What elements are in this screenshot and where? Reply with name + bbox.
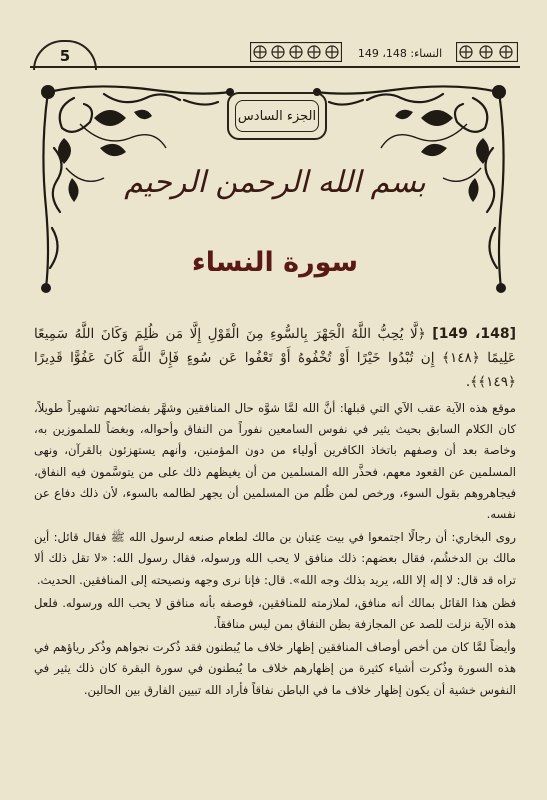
page-header [30, 38, 520, 70]
commentary-paragraph-3: فظن هذا القائل بمالك أنه منافق، لملازمته للمنافقين، فوصفه بأنه منافق لا يحب الله ورسوله. فلعل هذه الآية نزلت للصد عن المجازفة بظن النفاق بمن ليس منافقاً. [34, 595, 516, 632]
page-number: 5 [33, 40, 97, 70]
header-rule [30, 66, 520, 68]
header-ornament-right [456, 42, 518, 62]
verse-text: ﴿لَّا يُحِبُّ اللَّهُ الْجَهْرَ بِالسُّوءِ مِنَ الْقَوْلِ إِلَّا مَن ظُلِمَ وَكَانَ اللَّهُ سَمِيعًا عَلِيمًا ﴿١٤٨﴾ إِن تُبْدُوا خَيْرًا أَوْ تُخْفُوهُ أَوْ تَعْفُوا عَن سُوءٍ فَإِنَّ اللَّهَ كَانَ عَفُوًّا قَدِيرًا ﴿١٤٩﴾﴾. [34, 326, 516, 390]
running-title: النساء: 148، 149 [357, 46, 443, 60]
verse-block [34, 322, 516, 394]
juz-label: الجزء السادس [235, 100, 319, 132]
commentary-paragraph-1: موقع هذه الآية عقب الآي التي قبلها: أنَّ الله لمَّا شوَّه حال المنافقين وشهَّر بفضائحهم تشهيراً طويلاً، كان الكلام السابق بحيث يثير في نفوس السامعين نفوراً من النفاق وأحواله، وبغضاً للملموزين به، وخاصة بعد أن وصفهم باتخاذ الكافرين أولياء من دون المؤمنين، وأنهم يستهزئون بالقرآن، ونهى المسلمين عن القعود معهم، فحذَّر الله المسلمين من أن يغيظهم ذلك على من يتوسَّمون فيه النفاق، فيجاهروهم بقول السوء، ورخص لمن ظُلم من المسلمين أن يجهر لظالمه بالسوء، لأن ذلك دفاع عن نفسه. [34, 401, 516, 522]
surah-title: سورة النساء [191, 246, 359, 278]
commentary-paragraph-4: وأيضاً لمَّا كان من أخص أوصاف المنافقين إظهار خلاف ما يُبطنون فقد ذُكرت نجواهم وذُكر رياؤهم في هذه السورة وذُكرت أشياء كثيرة من إظهارهم خلاف ما يُبطنون في سورة البقرة كان ذلك يثير في النفوس خشية أن يكون إظهار خلاف ما في الباطن نفاقاً فأراد الله تبيين الفارق بين الحالين. [34, 640, 516, 697]
basmala: بسم الله الرحمن الرحيم [124, 164, 426, 200]
header-ornament-left [250, 42, 342, 62]
commentary-paragraph-2: روى البخاري: أن رجالًا اجتمعوا في بيت عِتبان بن مالك لطعام صنعه لرسول الله ﷺ فقال قائل: أين مالك بن الدخشُم، فقال بعضهم: ذلك منافق لا يحب الله ورسوله، فقال رسول الله: «لا تقل ذلك ألا تراه قد قال: لا إله إلا الله، يريد بذلك وجه الله». قال: فإنا نرى وجهه ونصيحته إلى المنافقين. الحديث. [34, 530, 516, 587]
verse-reference: [148، 149] [432, 326, 516, 342]
juz-label-box [227, 92, 327, 140]
page-body [34, 322, 516, 701]
